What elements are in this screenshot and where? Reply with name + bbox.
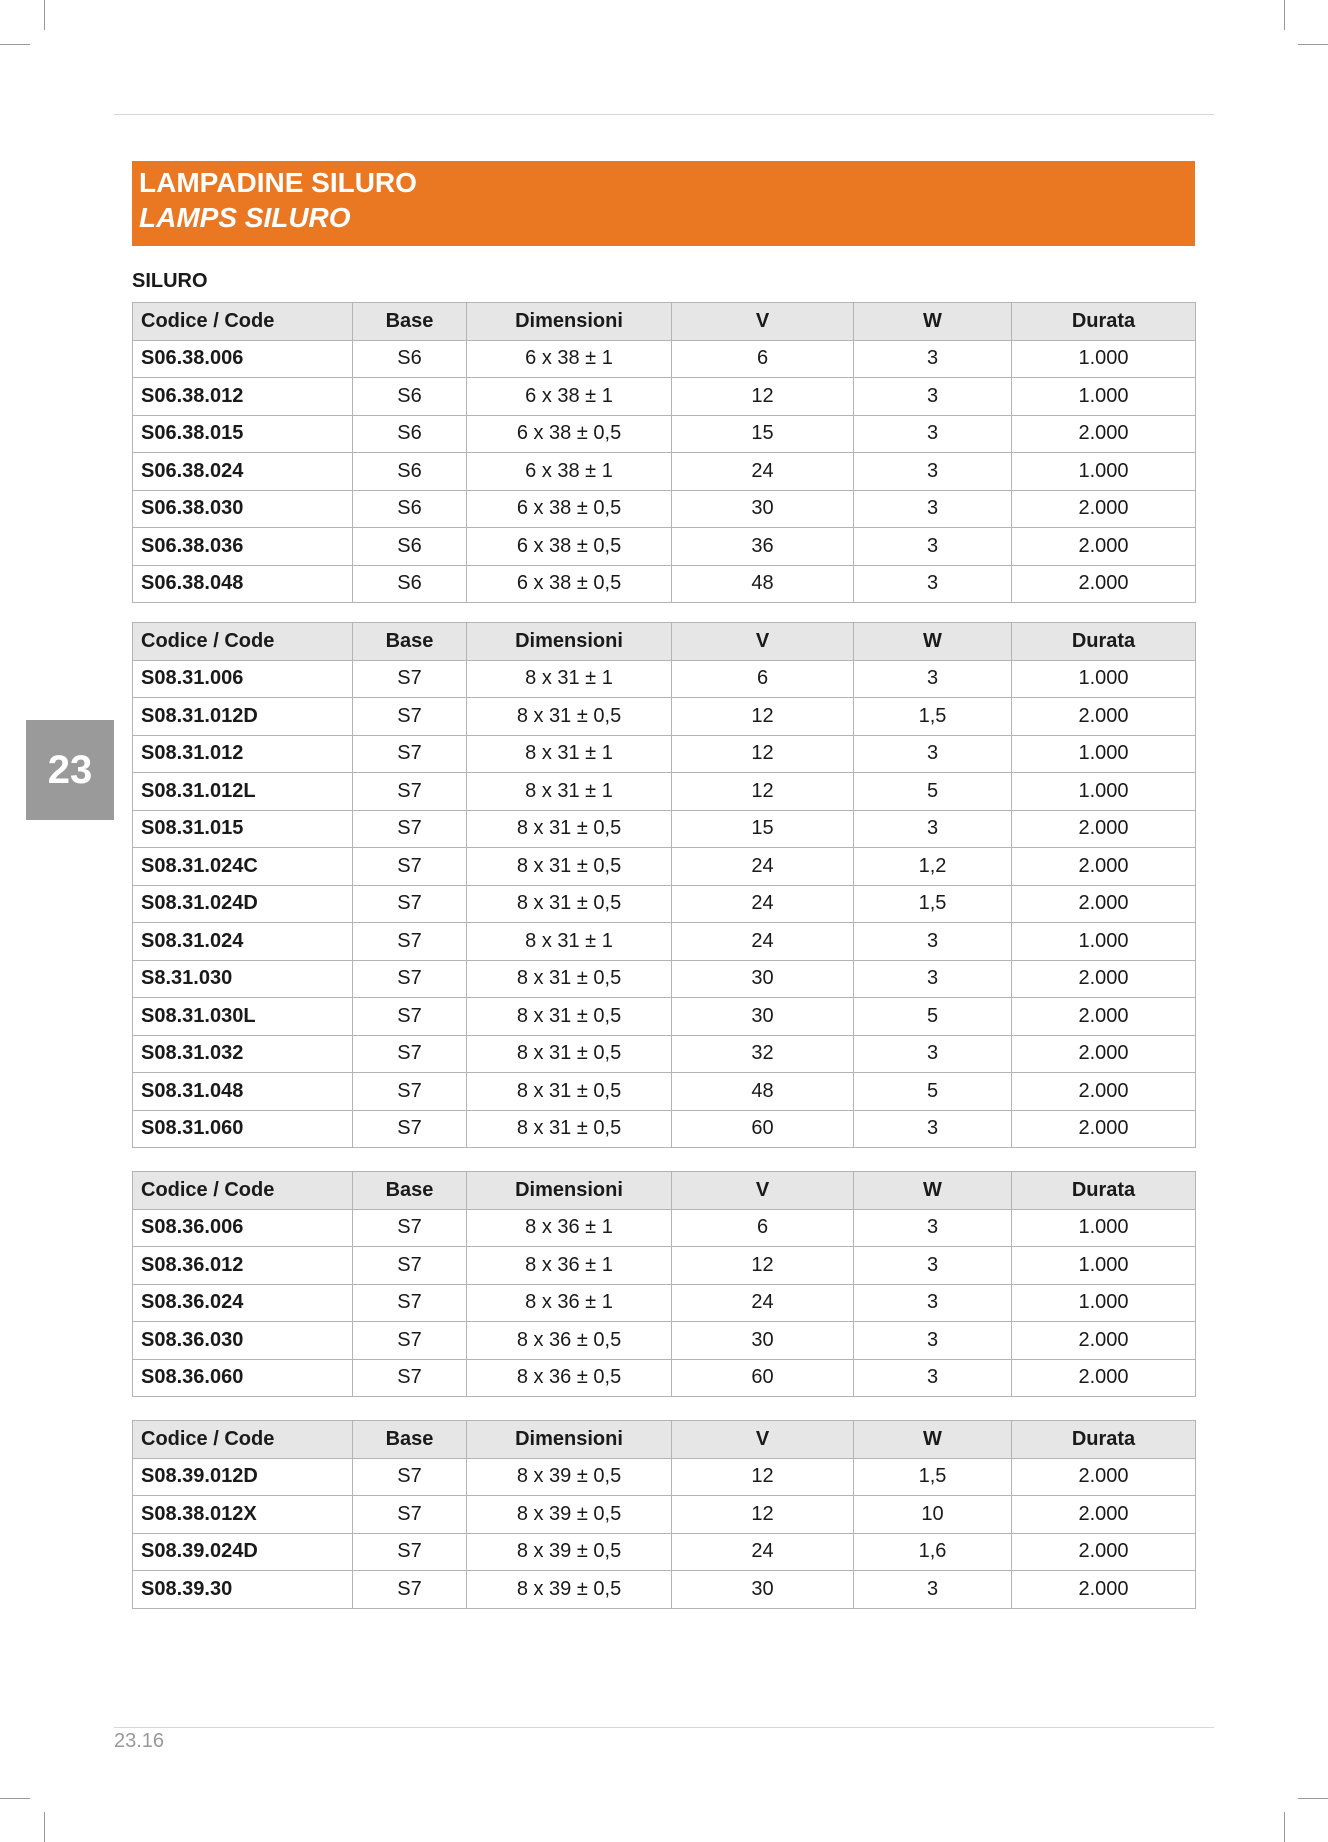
table-row [133,698,1196,736]
column-header: Base [353,623,467,661]
table-row [133,1533,1196,1571]
table-cell: 12 [672,1458,854,1496]
table-cell: 8 x 31 ± 1 [467,660,672,698]
table-cell: 1,2 [854,848,1012,886]
table-header-row [133,623,1196,661]
table-cell: 30 [672,1571,854,1609]
table-cell: 2.000 [1012,1571,1196,1609]
column-header: Dimensioni [467,623,672,661]
table-cell: S6 [353,340,467,378]
table-row [133,923,1196,961]
table-cell: 2.000 [1012,1359,1196,1397]
table-cell: 3 [854,660,1012,698]
table-cell: 2.000 [1012,565,1196,603]
table-row [133,1209,1196,1247]
column-header: Codice / Code [133,1172,353,1210]
spec-table [132,302,1196,603]
table-cell: S08.36.012 [133,1247,353,1285]
table-cell: 2.000 [1012,885,1196,923]
table-cell: 2.000 [1012,415,1196,453]
table-cell: 8 x 31 ± 0,5 [467,960,672,998]
spec-table [132,1171,1196,1397]
table-cell: 3 [854,415,1012,453]
table-cell: 1.000 [1012,735,1196,773]
table-cell: 1.000 [1012,773,1196,811]
column-header: V [672,623,854,661]
crop-mark [44,0,45,30]
column-header: W [854,1172,1012,1210]
table-row [133,885,1196,923]
table-cell: S7 [353,773,467,811]
table-cell: 6 x 38 ± 1 [467,340,672,378]
table-cell: 3 [854,1571,1012,1609]
table-cell: 1,5 [854,1458,1012,1496]
table-cell: 1.000 [1012,1209,1196,1247]
table-cell: S6 [353,528,467,566]
table-cell: S08.31.015 [133,810,353,848]
table-cell: S7 [353,1571,467,1609]
table-cell: 8 x 36 ± 0,5 [467,1359,672,1397]
table-row [133,848,1196,886]
table-cell: 2.000 [1012,998,1196,1036]
table-cell: 3 [854,1035,1012,1073]
table-cell: 2.000 [1012,1110,1196,1148]
table-cell: 8 x 39 ± 0,5 [467,1571,672,1609]
table-cell: 6 x 38 ± 1 [467,453,672,491]
table-cell: 8 x 31 ± 0,5 [467,848,672,886]
column-header: Durata [1012,1172,1196,1210]
table-row [133,1571,1196,1609]
table-cell: 6 [672,660,854,698]
table-cell: 8 x 31 ± 1 [467,735,672,773]
table-cell: 12 [672,698,854,736]
table-row [133,960,1196,998]
table-cell: 60 [672,1110,854,1148]
crop-mark [1284,0,1285,30]
column-header: Dimensioni [467,1172,672,1210]
spec-table [132,622,1196,1148]
table-cell: 6 x 38 ± 0,5 [467,528,672,566]
table-cell: 6 [672,340,854,378]
table-cell: 1,6 [854,1533,1012,1571]
crop-mark [0,1798,30,1799]
table-cell: 6 x 38 ± 0,5 [467,490,672,528]
column-header: Durata [1012,303,1196,341]
title-banner [132,161,1195,246]
table-cell: S08.31.030L [133,998,353,1036]
table-cell: 1.000 [1012,340,1196,378]
table-cell: S7 [353,1496,467,1534]
table-cell: 2.000 [1012,1496,1196,1534]
table-cell: 32 [672,1035,854,1073]
table-cell: S7 [353,848,467,886]
table-row [133,1073,1196,1111]
table-row [133,378,1196,416]
crop-mark [1298,44,1328,45]
table-cell: 3 [854,735,1012,773]
table-cell: S08.39.012D [133,1458,353,1496]
table-cell: 2.000 [1012,1035,1196,1073]
table-row [133,660,1196,698]
table-cell: 8 x 36 ± 1 [467,1209,672,1247]
table-cell: 3 [854,565,1012,603]
column-header: Base [353,303,467,341]
table-cell: 24 [672,1533,854,1571]
column-header: W [854,303,1012,341]
table-cell: 3 [854,1110,1012,1148]
table-cell: 24 [672,923,854,961]
table-cell: S7 [353,698,467,736]
table-cell: 5 [854,998,1012,1036]
table-cell: S08.31.012L [133,773,353,811]
table-cell: 8 x 36 ± 0,5 [467,1322,672,1360]
table-cell: S6 [353,378,467,416]
table-cell: S08.36.030 [133,1322,353,1360]
table-row [133,1458,1196,1496]
table-cell: 8 x 31 ± 0,5 [467,1110,672,1148]
table-cell: 24 [672,885,854,923]
title-english: LAMPS SILURO [139,202,351,233]
table-cell: S6 [353,565,467,603]
table-cell: S06.38.006 [133,340,353,378]
table-cell: S7 [353,1322,467,1360]
table-cell: S7 [353,1110,467,1148]
table-row [133,810,1196,848]
table-cell: 8 x 36 ± 1 [467,1247,672,1285]
table-cell: S7 [353,1458,467,1496]
table-cell: S08.31.024C [133,848,353,886]
crop-mark [1298,1798,1328,1799]
table-cell: 60 [672,1359,854,1397]
table-cell: S7 [353,1073,467,1111]
table-cell: 8 x 31 ± 0,5 [467,1073,672,1111]
table-cell: 2.000 [1012,1458,1196,1496]
title-italian: LAMPADINE SILURO [139,167,417,198]
table-cell: S7 [353,960,467,998]
table-cell: S7 [353,660,467,698]
table-row [133,735,1196,773]
table-cell: S7 [353,810,467,848]
table-cell: 2.000 [1012,810,1196,848]
column-header: Base [353,1172,467,1210]
table-cell: S8.31.030 [133,960,353,998]
table-cell: S7 [353,998,467,1036]
table-cell: S06.38.024 [133,453,353,491]
spec-table [132,1420,1196,1609]
table-cell: S6 [353,453,467,491]
table-cell: S06.38.048 [133,565,353,603]
table-cell: 8 x 36 ± 1 [467,1284,672,1322]
table-row [133,1110,1196,1148]
table-cell: 3 [854,810,1012,848]
table-cell: 24 [672,1284,854,1322]
table-cell: 6 x 38 ± 0,5 [467,415,672,453]
table-cell: S08.31.024 [133,923,353,961]
column-header: Dimensioni [467,1421,672,1459]
table-cell: 6 [672,1209,854,1247]
section-label: SILURO [132,270,208,292]
table-cell: S7 [353,1359,467,1397]
table-cell: S7 [353,735,467,773]
table-cell: 12 [672,1496,854,1534]
table-cell: 12 [672,735,854,773]
table-cell: S08.31.024D [133,885,353,923]
table-row [133,490,1196,528]
table-cell: S7 [353,885,467,923]
table-cell: S08.31.060 [133,1110,353,1148]
column-header: Dimensioni [467,303,672,341]
table-cell: 3 [854,378,1012,416]
column-header: V [672,1172,854,1210]
table-cell: 8 x 31 ± 0,5 [467,698,672,736]
table-cell: 3 [854,340,1012,378]
table-cell: 2.000 [1012,490,1196,528]
table-cell: 1,5 [854,698,1012,736]
column-header: V [672,303,854,341]
column-header: V [672,1421,854,1459]
table-cell: S7 [353,923,467,961]
table-cell: 36 [672,528,854,566]
table-cell: S08.31.012D [133,698,353,736]
table-cell: S08.31.012 [133,735,353,773]
table-row [133,415,1196,453]
table-cell: 8 x 31 ± 0,5 [467,1035,672,1073]
table-cell: S06.38.012 [133,378,353,416]
table-cell: 3 [854,1209,1012,1247]
table-cell: 6 x 38 ± 0,5 [467,565,672,603]
table-row [133,565,1196,603]
table-cell: 2.000 [1012,960,1196,998]
table-row [133,1359,1196,1397]
table-cell: S08.39.024D [133,1533,353,1571]
column-header: Base [353,1421,467,1459]
table-cell: S08.36.024 [133,1284,353,1322]
table-cell: 8 x 31 ± 1 [467,923,672,961]
table-row [133,340,1196,378]
table-cell: S08.31.006 [133,660,353,698]
table-row [133,1247,1196,1285]
table-cell: 1,5 [854,885,1012,923]
table-cell: 5 [854,773,1012,811]
table-cell: 48 [672,1073,854,1111]
table-row [133,1322,1196,1360]
column-header: W [854,623,1012,661]
column-header: Codice / Code [133,303,353,341]
table-cell: S7 [353,1284,467,1322]
table-cell: 24 [672,848,854,886]
table-cell: 2.000 [1012,848,1196,886]
table-cell: 2.000 [1012,528,1196,566]
table-row [133,1035,1196,1073]
table-cell: 2.000 [1012,1533,1196,1571]
column-header: Codice / Code [133,1421,353,1459]
table-row [133,528,1196,566]
table-cell: 15 [672,415,854,453]
table-cell: 6 x 38 ± 1 [467,378,672,416]
table-cell: 15 [672,810,854,848]
table-cell: S06.38.015 [133,415,353,453]
table-cell: S08.31.032 [133,1035,353,1073]
table-cell: 2.000 [1012,698,1196,736]
page-number: 23.16 [114,1730,165,1752]
column-header: Codice / Code [133,623,353,661]
crop-mark [0,44,30,45]
table-cell: 5 [854,1073,1012,1111]
table-cell: S6 [353,490,467,528]
table-cell: S7 [353,1035,467,1073]
table-cell: 3 [854,528,1012,566]
table-row [133,998,1196,1036]
table-cell: 24 [672,453,854,491]
table-cell: 12 [672,378,854,416]
table-cell: 3 [854,923,1012,961]
table-cell: S06.38.030 [133,490,353,528]
table-cell: 3 [854,1359,1012,1397]
table-cell: 3 [854,490,1012,528]
column-header: Durata [1012,623,1196,661]
table-cell: S6 [353,415,467,453]
table-cell: S08.38.012X [133,1496,353,1534]
table-cell: 3 [854,453,1012,491]
table-cell: 8 x 39 ± 0,5 [467,1496,672,1534]
table-cell: 2.000 [1012,1322,1196,1360]
table-cell: 1.000 [1012,923,1196,961]
table-cell: 1.000 [1012,660,1196,698]
top-rule [114,114,1214,115]
table-cell: 48 [672,565,854,603]
table-cell: S08.36.006 [133,1209,353,1247]
table-row [133,453,1196,491]
table-cell: 8 x 31 ± 0,5 [467,810,672,848]
table-cell: 2.000 [1012,1073,1196,1111]
crop-mark [44,1812,45,1842]
table-cell: 12 [672,1247,854,1285]
table-cell: S08.39.30 [133,1571,353,1609]
table-cell: 3 [854,1284,1012,1322]
table-cell: S06.38.036 [133,528,353,566]
table-cell: 1.000 [1012,453,1196,491]
table-cell: 10 [854,1496,1012,1534]
table-cell: 3 [854,1247,1012,1285]
column-header: Durata [1012,1421,1196,1459]
table-cell: 8 x 31 ± 1 [467,773,672,811]
table-cell: 1.000 [1012,378,1196,416]
crop-mark [1284,1812,1285,1842]
table-cell: 12 [672,773,854,811]
table-cell: S08.36.060 [133,1359,353,1397]
table-cell: S7 [353,1247,467,1285]
table-cell: 3 [854,1322,1012,1360]
chapter-tab: 23 [26,720,114,820]
table-header-row [133,303,1196,341]
table-cell: 30 [672,960,854,998]
table-cell: 8 x 31 ± 0,5 [467,998,672,1036]
table-cell: 3 [854,960,1012,998]
table-cell: S7 [353,1209,467,1247]
column-header: W [854,1421,1012,1459]
table-header-row [133,1421,1196,1459]
table-cell: 8 x 39 ± 0,5 [467,1458,672,1496]
table-cell: S7 [353,1533,467,1571]
table-cell: 1.000 [1012,1284,1196,1322]
table-cell: S08.31.048 [133,1073,353,1111]
table-cell: 1.000 [1012,1247,1196,1285]
table-cell: 30 [672,490,854,528]
table-row [133,1496,1196,1534]
table-row [133,773,1196,811]
table-cell: 8 x 39 ± 0,5 [467,1533,672,1571]
bottom-rule [114,1727,1214,1728]
table-header-row [133,1172,1196,1210]
table-cell: 8 x 31 ± 0,5 [467,885,672,923]
table-row [133,1284,1196,1322]
table-cell: 30 [672,1322,854,1360]
table-cell: 30 [672,998,854,1036]
